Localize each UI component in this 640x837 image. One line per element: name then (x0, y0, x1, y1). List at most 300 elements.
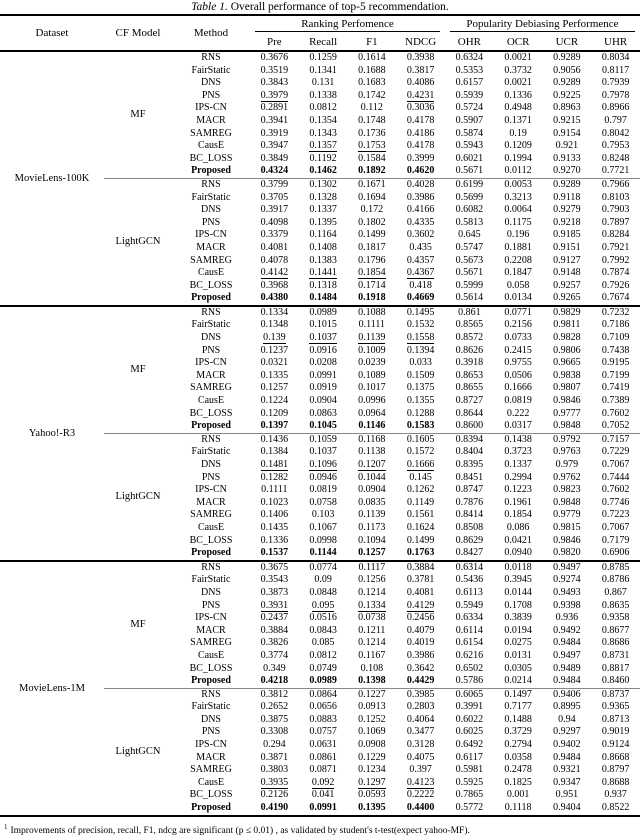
value-text: 0.0758 (309, 496, 337, 508)
value-cell (494, 484, 543, 497)
value-cell (445, 192, 494, 205)
method-cell: BC_LOSS (189, 152, 233, 164)
value-text: 0.1854 (358, 267, 386, 279)
value-text: 0.1572 (406, 446, 435, 458)
value-text: 0.1694 (358, 191, 386, 203)
value-text: 0.1089 (358, 369, 386, 381)
value-cell (299, 726, 348, 739)
value-cell (494, 255, 543, 268)
value-cell (543, 242, 592, 255)
value-text: 0.6334 (455, 612, 484, 624)
footnote (0, 817, 640, 837)
value-cell (591, 217, 640, 230)
value-cell (591, 192, 640, 205)
table-row (172, 484, 640, 497)
value-text: 0.0863 (309, 407, 337, 419)
value-text: 0.1139 (358, 509, 386, 521)
method-cell: BC_LOSS (189, 534, 233, 546)
table-row (172, 332, 640, 345)
value-text: 0.8635 (601, 599, 630, 611)
value-text: 0.1302 (309, 178, 337, 190)
value-text: 0.9289 (553, 77, 581, 89)
value-cell (591, 625, 640, 638)
method-cell: RNS (201, 178, 221, 190)
value-text: 0.9225 (553, 89, 581, 101)
table-row (172, 420, 640, 433)
table-row (172, 459, 640, 472)
value-text: 0.2222 (406, 789, 435, 801)
value-cell (396, 65, 445, 78)
value-cell (348, 90, 397, 103)
value-text: 0.0757 (309, 726, 337, 738)
value-text: 0.937 (604, 789, 627, 801)
value-cell (591, 777, 640, 790)
value-cell (543, 52, 592, 65)
table-row (172, 255, 640, 268)
value-cell (299, 434, 348, 447)
value-text: 0.1209 (260, 407, 289, 419)
table-row (172, 434, 640, 447)
value-cell (543, 267, 592, 280)
value-cell (250, 434, 299, 447)
value-cell (348, 115, 397, 128)
value-cell (348, 332, 397, 345)
value-text: 0.1015 (309, 319, 337, 331)
value-cell (250, 292, 299, 305)
value-text: 0.1069 (358, 726, 386, 738)
value-text: 0.1164 (309, 229, 337, 241)
value-cell (348, 522, 397, 535)
value-text: 0.9321 (553, 764, 581, 776)
value-cell (591, 789, 640, 802)
value-text: 0.1763 (406, 547, 435, 559)
cf-model-label: LightGCN (115, 236, 161, 248)
value-cell (445, 140, 494, 153)
value-cell (250, 357, 299, 370)
value-text: 0.0131 (504, 649, 532, 661)
header-metric-groups (250, 16, 640, 50)
value-cell (250, 446, 299, 459)
value-cell (396, 357, 445, 370)
value-cell (445, 714, 494, 727)
value-text: 0.103 (311, 509, 335, 521)
table-row (172, 229, 640, 242)
value-cell (250, 319, 299, 332)
method-cell: CausE (197, 649, 225, 661)
value-cell (250, 497, 299, 510)
value-cell (591, 497, 640, 510)
value-text: 0.9828 (553, 332, 581, 344)
method-cell: CausE (197, 776, 225, 788)
value-cell (494, 204, 543, 217)
value-text: 0.1397 (260, 420, 289, 432)
value-cell (591, 153, 640, 166)
value-text: 0.9347 (553, 776, 581, 788)
method-cell: FairStatic (191, 701, 231, 713)
value-text: 0.3884 (406, 561, 435, 573)
value-cell (396, 689, 445, 702)
value-text: 0.0112 (504, 165, 532, 177)
value-text: 0.4400 (406, 802, 435, 814)
value-cell (348, 777, 397, 790)
value-text: 0.9777 (553, 407, 581, 419)
value-cell (250, 714, 299, 727)
value-cell (299, 777, 348, 790)
method-cell: FairStatic (191, 446, 231, 458)
value-text: 0.3979 (260, 89, 289, 101)
value-cell (591, 140, 640, 153)
value-text: 0.001 (506, 789, 530, 801)
value-text: 0.9484 (553, 675, 581, 687)
value-text: 0.0305 (504, 662, 532, 674)
value-text: 0.1234 (358, 764, 386, 776)
value-text: 0.9493 (553, 586, 581, 598)
value-text: 0.1348 (260, 319, 289, 331)
value-cell (250, 484, 299, 497)
value-text: 0.1532 (406, 319, 435, 331)
value-cell (445, 382, 494, 395)
value-text: 0.1139 (358, 332, 386, 344)
value-text: 0.5925 (455, 776, 484, 788)
dataset-label: MovieLens-100K (14, 172, 90, 184)
value-cell (348, 255, 397, 268)
value-text: 0.7438 (601, 344, 630, 356)
value-text: 0.4129 (406, 599, 435, 611)
value-text: 0.0848 (309, 586, 337, 598)
value-cell (543, 128, 592, 141)
value-cell (591, 242, 640, 255)
value-text: 0.4324 (260, 165, 289, 177)
value-cell (250, 637, 299, 650)
value-cell (591, 115, 640, 128)
table-row (172, 689, 640, 702)
value-text: 0.1257 (358, 547, 386, 559)
value-cell (494, 497, 543, 510)
value-cell (543, 217, 592, 230)
value-cell (543, 752, 592, 765)
table-row (172, 204, 640, 217)
value-text: 0.7179 (601, 534, 630, 546)
value-text: 0.0144 (504, 586, 532, 598)
value-cell (396, 382, 445, 395)
value-text: 0.1583 (406, 420, 435, 432)
value-text: 0.3843 (260, 77, 289, 89)
table-row (172, 600, 640, 613)
value-text: 0.8731 (601, 649, 630, 661)
value-cell (250, 535, 299, 548)
method-cell: CausE (197, 267, 225, 279)
value-text: 0.1094 (358, 534, 386, 546)
value-text: 0.1318 (309, 279, 337, 291)
value-text: 0.0916 (309, 344, 337, 356)
value-text: 0.1688 (358, 64, 386, 76)
value-text: 0.1384 (260, 446, 289, 458)
value-text: 0.1144 (309, 547, 337, 559)
group-popularity-debiasing-label: Popularity Debiasing Performence (450, 18, 635, 32)
value-cell (543, 522, 592, 535)
metric-header-row (250, 33, 640, 50)
value-cell (543, 77, 592, 90)
value-cell (250, 689, 299, 702)
value-text: 0.8404 (455, 446, 484, 458)
value-cell (299, 153, 348, 166)
value-text: 0.3128 (406, 739, 435, 751)
value-text: 0.9792 (553, 433, 581, 445)
value-cell (250, 663, 299, 676)
value-text: 0.0214 (504, 675, 532, 687)
value-cell (299, 204, 348, 217)
value-cell (591, 395, 640, 408)
value-text: 0.7389 (601, 395, 630, 407)
value-text: 0.9823 (553, 484, 581, 496)
value-cell (543, 650, 592, 663)
value-cell (591, 509, 640, 522)
value-cell (543, 229, 592, 242)
value-text: 0.1484 (309, 292, 337, 304)
value-cell (250, 420, 299, 433)
value-cell (445, 153, 494, 166)
value-text: 0.7177 (504, 701, 532, 713)
value-text: 0.797 (604, 114, 627, 126)
value-cell (591, 574, 640, 587)
value-cell (543, 714, 592, 727)
value-text: 0.1167 (358, 649, 386, 661)
value-text: 0.4335 (406, 216, 435, 228)
value-cell (299, 752, 348, 765)
value-cell (250, 675, 299, 688)
value-cell (494, 777, 543, 790)
value-text: 0.1288 (406, 407, 435, 419)
value-text: 0.3705 (260, 191, 289, 203)
table-row (172, 217, 640, 230)
value-text: 0.1328 (309, 191, 337, 203)
value-text: 0.1088 (358, 306, 386, 318)
method-cell: Proposed (191, 547, 231, 559)
value-text: 0.8629 (455, 534, 484, 546)
value-text: 0.5699 (455, 191, 484, 203)
value-cell (396, 345, 445, 358)
cf-model-label: MF (130, 364, 146, 376)
value-cell (445, 345, 494, 358)
value-cell (348, 420, 397, 433)
value-cell (348, 345, 397, 358)
value-text: 0.0883 (309, 713, 337, 725)
value-cell (494, 509, 543, 522)
value-cell (348, 497, 397, 510)
dataset-section (0, 52, 640, 305)
value-cell (250, 802, 299, 815)
method-cell: DNS (200, 586, 221, 598)
value-cell (445, 574, 494, 587)
value-text: 0.0321 (260, 357, 289, 369)
value-text: 0.7067 (601, 521, 630, 533)
header-recall: Recall (309, 35, 338, 48)
value-cell (543, 789, 592, 802)
value-cell (299, 689, 348, 702)
value-cell (494, 192, 543, 205)
value-text: 0.108 (360, 662, 384, 674)
value-text: 0.6906 (601, 547, 630, 559)
value-text: 0.9118 (553, 191, 581, 203)
method-rows (172, 179, 640, 305)
method-cell: IPS-CN (195, 229, 227, 241)
method-cell: RNS (201, 688, 221, 700)
value-text: 0.1336 (504, 89, 532, 101)
value-text: 0.3803 (260, 764, 289, 776)
value-cell (348, 547, 397, 560)
footnote-marker: 1 (4, 822, 8, 831)
value-text: 0.1297 (358, 776, 386, 788)
value-cell (591, 764, 640, 777)
value-cell (299, 714, 348, 727)
value-text: 0.3642 (406, 662, 435, 674)
table-row (172, 128, 640, 141)
value-text: 0.0749 (309, 662, 337, 674)
value-cell (299, 663, 348, 676)
value-text: 0.0774 (309, 561, 337, 573)
cf-model-block (104, 178, 640, 305)
value-cell (299, 789, 348, 802)
value-text: 0.0812 (309, 102, 337, 114)
table-row (172, 663, 640, 676)
value-text: 0.8817 (601, 662, 630, 674)
table-row (172, 165, 640, 178)
value-cell (250, 472, 299, 485)
value-cell (494, 382, 543, 395)
value-text: 0.6216 (455, 649, 484, 661)
table-row (172, 408, 640, 421)
value-cell (445, 587, 494, 600)
value-cell (299, 600, 348, 613)
value-cell (396, 217, 445, 230)
value-cell (299, 675, 348, 688)
value-text: 0.9127 (553, 254, 581, 266)
value-cell (494, 332, 543, 345)
value-text: 0.3986 (406, 649, 435, 661)
value-cell (396, 574, 445, 587)
value-cell (543, 497, 592, 510)
value-cell (494, 764, 543, 777)
value-text: 0.3477 (406, 726, 435, 738)
value-cell (396, 752, 445, 765)
value-text: 0.5981 (455, 764, 484, 776)
value-cell (348, 701, 397, 714)
value-cell (250, 217, 299, 230)
value-cell (396, 739, 445, 752)
value-cell (299, 217, 348, 230)
value-cell (494, 726, 543, 739)
table-row (172, 345, 640, 358)
value-cell (543, 192, 592, 205)
value-cell (396, 242, 445, 255)
value-cell (591, 52, 640, 65)
method-cell: SAMREG (190, 127, 232, 139)
value-text: 0.3945 (504, 574, 532, 586)
value-text: 0.0239 (358, 357, 386, 369)
value-text: 0.7978 (601, 89, 630, 101)
value-text: 0.139 (263, 332, 286, 344)
value-cell (250, 255, 299, 268)
value-text: 0.5673 (455, 254, 484, 266)
value-cell (445, 165, 494, 178)
value-cell (445, 102, 494, 115)
value-text: 0.1211 (358, 624, 386, 636)
cf-model-block (104, 562, 640, 688)
method-cell: Proposed (191, 802, 231, 814)
value-cell (543, 625, 592, 638)
value-text: 0.3308 (260, 726, 289, 738)
value-cell (591, 459, 640, 472)
table-caption (0, 0, 640, 14)
value-text: 0.2994 (504, 471, 532, 483)
value-text: 0.5436 (455, 574, 484, 586)
value-cell (494, 600, 543, 613)
value-text: 0.8966 (601, 102, 630, 114)
value-text: 0.09 (314, 574, 332, 586)
value-cell (396, 446, 445, 459)
value-text: 0.9279 (553, 204, 581, 216)
value-cell (591, 280, 640, 293)
value-cell (250, 192, 299, 205)
value-cell (543, 637, 592, 650)
value-cell (591, 612, 640, 625)
value-cell (494, 574, 543, 587)
value-cell (299, 509, 348, 522)
value-text: 0.0358 (504, 751, 532, 763)
value-cell (348, 574, 397, 587)
value-cell (445, 255, 494, 268)
value-text: 0.4178 (406, 140, 435, 152)
value-text: 0.3917 (260, 204, 289, 216)
value-text: 0.6114 (455, 624, 483, 636)
value-text: 0.7444 (601, 471, 630, 483)
value-cell (445, 332, 494, 345)
value-cell (348, 102, 397, 115)
value-text: 0.19 (509, 127, 527, 139)
method-cell: RNS (201, 561, 221, 573)
value-text: 0.9755 (504, 357, 532, 369)
value-cell (396, 267, 445, 280)
value-text: 0.1149 (407, 496, 435, 508)
value-cell (494, 701, 543, 714)
value-cell (543, 370, 592, 383)
value-cell (299, 140, 348, 153)
value-cell (445, 752, 494, 765)
value-text: 0.095 (311, 599, 335, 611)
method-cell: RNS (201, 306, 221, 318)
value-text: 0.5786 (455, 675, 484, 687)
value-text: 0.1537 (260, 547, 289, 559)
value-cell (348, 509, 397, 522)
value-text: 0.9148 (553, 267, 581, 279)
value-cell (299, 90, 348, 103)
value-cell (299, 382, 348, 395)
value-cell (250, 204, 299, 217)
method-cell: BC_LOSS (189, 407, 233, 419)
value-cell (299, 395, 348, 408)
table-row (172, 115, 640, 128)
value-text: 0.0421 (504, 534, 532, 546)
value-text: 0.7953 (601, 140, 630, 152)
value-text: 0.7966 (601, 178, 630, 190)
value-text: 0.9779 (553, 509, 581, 521)
value-cell (299, 484, 348, 497)
value-text: 0.5353 (455, 64, 484, 76)
value-cell (445, 777, 494, 790)
value-cell (396, 587, 445, 600)
value-text: 0.94 (558, 713, 576, 725)
value-text: 0.4064 (406, 713, 435, 725)
